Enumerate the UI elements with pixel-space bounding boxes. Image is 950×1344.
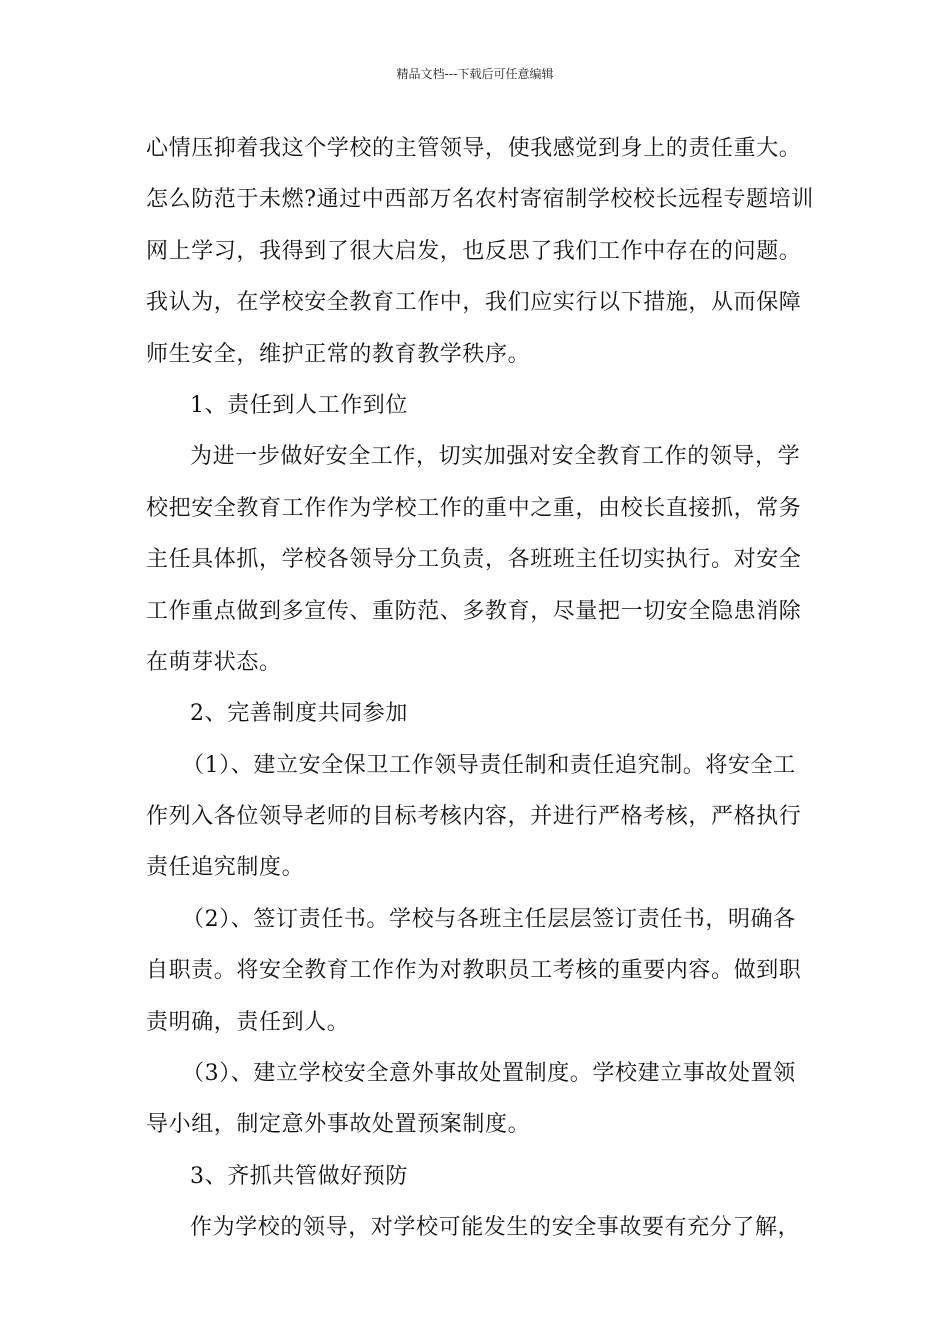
text-line: （2）、签订责任书。学校与各班主任层层签订责任书，明确各 bbox=[182, 906, 796, 932]
text-line: （1）、建立安全保卫工作领导责任制和责任追究制。将安全工 bbox=[182, 752, 796, 778]
text-line: 怎么防范于未燃?通过中西部万名农村寄宿制学校校长远程专题培训 bbox=[146, 187, 814, 213]
text-line: 工作重点做到多宣传、重防范、多教育，尽量把一切安全隐患消除 bbox=[146, 598, 802, 624]
text-line: 作为学校的领导，对学校可能发生的安全事故要有充分了解， bbox=[190, 1215, 801, 1241]
text-line: 3、齐抓共管做好预防 bbox=[190, 1163, 408, 1189]
text-line: 1、责任到人工作到位 bbox=[190, 392, 408, 418]
text-line: （3）、建立学校安全意外事故处置制度。学校建立事故处置领 bbox=[182, 1061, 796, 1087]
text-line: 责明确，责任到人。 bbox=[146, 1009, 350, 1035]
text-line: 导小组，制定意外事故处置预案制度。 bbox=[146, 1112, 531, 1138]
text-line: 作列入各位领导老师的目标考核内容，并进行严格考核，严格执行 bbox=[146, 804, 802, 830]
text-line: 网上学习，我得到了很大启发，也反思了我们工作中存在的问题。 bbox=[146, 238, 802, 264]
text-line: 为进一步做好安全工作，切实加强对安全教育工作的领导，学 bbox=[190, 444, 801, 470]
document-body bbox=[146, 123, 814, 1254]
text-line: 校把安全教育工作作为学校工作的重中之重，由校长直接抓，常务 bbox=[146, 495, 802, 521]
text-line: 2、完善制度共同参加 bbox=[190, 701, 408, 727]
text-line: 我认为，在学校安全教育工作中，我们应实行以下措施，从而保障 bbox=[146, 290, 802, 316]
text-line: 责任追究制度。 bbox=[146, 855, 305, 881]
page-header: 精品文档---下载后可任意编辑 bbox=[396, 67, 554, 81]
text-line: 在萌芽状态。 bbox=[146, 649, 282, 675]
text-line: 自职责。将安全教育工作作为对教职员工考核的重要内容。做到职 bbox=[146, 958, 802, 984]
text-line: 师生安全，维护正常的教育教学秩序。 bbox=[146, 341, 531, 367]
text-line: 心情压抑着我这个学校的主管领导，使我感觉到身上的责任重大。 bbox=[146, 136, 802, 161]
text-line: 主任具体抓，学校各领导分工负责，各班班主任切实执行。对安全 bbox=[146, 547, 802, 573]
